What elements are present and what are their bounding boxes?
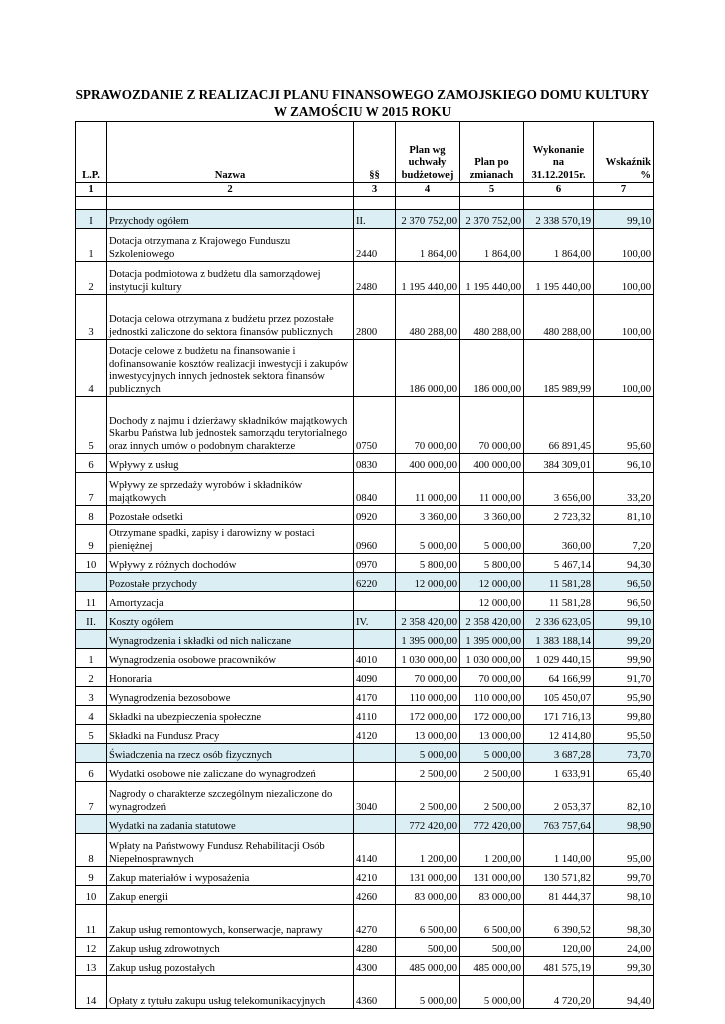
row-ratio: 95,50 (594, 725, 654, 744)
row-paragraph: 2440 (354, 229, 396, 262)
row-ratio: 95,00 (594, 834, 654, 867)
row-paragraph: 0830 (354, 454, 396, 473)
table-row (76, 763, 654, 782)
row-plan-changes: 83 000,00 (460, 886, 524, 905)
row-lp: 6 (76, 763, 107, 782)
row-name: Dotacja podmiotowa z budżetu dla samorządowej instytucji kultury (107, 262, 354, 295)
row-plan-changes: 172 000,00 (460, 706, 524, 725)
col-number: 7 (594, 183, 654, 197)
table-row (76, 554, 654, 573)
row-plan-budget: 400 000,00 (396, 454, 460, 473)
row-paragraph: 2800 (354, 295, 396, 340)
table-row (76, 397, 654, 454)
table-row (76, 938, 654, 957)
row-ratio: 94,40 (594, 976, 654, 1009)
row-lp (76, 630, 107, 649)
header-plan-budget: Plan wg uchwały budżetowej (396, 122, 460, 183)
row-paragraph (354, 744, 396, 763)
row-name: Wpływy z usług (107, 454, 354, 473)
row-execution: 1 195 440,00 (524, 262, 594, 295)
row-ratio: 99,10 (594, 611, 654, 630)
row-execution: 4 720,20 (524, 976, 594, 1009)
row-plan-changes: 500,00 (460, 938, 524, 957)
row-lp: 2 (76, 668, 107, 687)
row-paragraph: 4210 (354, 867, 396, 886)
row-plan-budget: 70 000,00 (396, 397, 460, 454)
row-ratio: 98,30 (594, 905, 654, 938)
row-plan-changes: 12 000,00 (460, 592, 524, 611)
header-paragraph: §§ (354, 122, 396, 183)
row-ratio: 33,20 (594, 473, 654, 506)
header-name: Nazwa (107, 122, 354, 183)
row-lp: 13 (76, 957, 107, 976)
row-plan-changes: 2 500,00 (460, 763, 524, 782)
row-paragraph: 0750 (354, 397, 396, 454)
row-name: Wpływy ze sprzedaży wyrobów i składników majątkowych (107, 473, 354, 506)
row-execution: 2 723,32 (524, 506, 594, 525)
row-ratio: 100,00 (594, 262, 654, 295)
row-plan-budget: 1 030 000,00 (396, 649, 460, 668)
row-plan-changes: 2 370 752,00 (460, 210, 524, 229)
header-plan-changes: Plan po zmianach (460, 122, 524, 183)
row-paragraph: II. (354, 210, 396, 229)
row-name: Pozostałe przychody (107, 573, 354, 592)
row-plan-budget: 12 000,00 (396, 573, 460, 592)
row-execution: 66 891,45 (524, 397, 594, 454)
row-name: Składki na ubezpieczenia społeczne (107, 706, 354, 725)
row-name: Honoraria (107, 668, 354, 687)
row-paragraph: 2480 (354, 262, 396, 295)
row-execution: 1 864,00 (524, 229, 594, 262)
row-ratio: 99,30 (594, 957, 654, 976)
row-paragraph: 6220 (354, 573, 396, 592)
col-number: 3 (354, 183, 396, 197)
row-plan-changes: 5 000,00 (460, 744, 524, 763)
col-number: 1 (76, 183, 107, 197)
table-row (76, 782, 654, 815)
report-title-line-2: W ZAMOŚCIU W 2015 ROKU (273, 104, 452, 119)
row-plan-changes: 1 030 000,00 (460, 649, 524, 668)
row-plan-budget: 1 395 000,00 (396, 630, 460, 649)
row-plan-changes: 5 000,00 (460, 976, 524, 1009)
row-lp: 11 (76, 905, 107, 938)
header-ratio: Wskaźnik % (594, 122, 654, 183)
row-ratio: 65,40 (594, 763, 654, 782)
row-lp (76, 573, 107, 592)
row-paragraph: 4090 (354, 668, 396, 687)
row-ratio: 81,10 (594, 506, 654, 525)
row-execution: 130 571,82 (524, 867, 594, 886)
row-plan-budget: 172 000,00 (396, 706, 460, 725)
row-ratio: 99,90 (594, 649, 654, 668)
row-execution: 120,00 (524, 938, 594, 957)
financial-report-table (75, 121, 654, 1009)
row-plan-budget: 131 000,00 (396, 867, 460, 886)
row-ratio: 96,50 (594, 573, 654, 592)
table-row (76, 229, 654, 262)
row-paragraph: 4300 (354, 957, 396, 976)
row-plan-budget: 2 500,00 (396, 763, 460, 782)
row-name: Wydatki na zadania statutowe (107, 815, 354, 834)
row-ratio: 96,50 (594, 592, 654, 611)
row-lp: 8 (76, 506, 107, 525)
row-execution: 81 444,37 (524, 886, 594, 905)
row-name: Zakup usług remontowych, konserwacje, naprawy (107, 905, 354, 938)
row-execution: 1 029 440,15 (524, 649, 594, 668)
row-paragraph: IV. (354, 611, 396, 630)
row-plan-changes: 70 000,00 (460, 668, 524, 687)
row-ratio: 95,90 (594, 687, 654, 706)
row-execution: 384 309,01 (524, 454, 594, 473)
row-name: Opłaty z tytułu zakupu usług telekomunikacyjnych (107, 976, 354, 1009)
row-lp: 6 (76, 454, 107, 473)
row-execution: 171 716,13 (524, 706, 594, 725)
row-name: Wpłaty na Państwowy Fundusz Rehabilitacji Osób Niepełnosprawnych (107, 834, 354, 867)
table-row (76, 573, 654, 592)
row-name: Wpływy z różnych dochodów (107, 554, 354, 573)
row-plan-changes: 70 000,00 (460, 397, 524, 454)
row-plan-budget: 772 420,00 (396, 815, 460, 834)
row-lp: 1 (76, 649, 107, 668)
row-plan-changes: 1 395 000,00 (460, 630, 524, 649)
row-name: Wynagrodzenia i składki od nich naliczane (107, 630, 354, 649)
row-plan-changes: 1 200,00 (460, 834, 524, 867)
row-paragraph: 4170 (354, 687, 396, 706)
row-plan-budget: 110 000,00 (396, 687, 460, 706)
table-row (76, 886, 654, 905)
row-execution: 2 053,37 (524, 782, 594, 815)
table-row (76, 957, 654, 976)
row-lp: 11 (76, 592, 107, 611)
row-ratio: 73,70 (594, 744, 654, 763)
row-lp: 8 (76, 834, 107, 867)
row-plan-budget: 1 200,00 (396, 834, 460, 867)
header-lp: L.P. (76, 122, 107, 183)
row-execution: 5 467,14 (524, 554, 594, 573)
row-plan-changes: 772 420,00 (460, 815, 524, 834)
row-ratio: 98,10 (594, 886, 654, 905)
row-name: Nagrody o charakterze szczególnym niezaliczone do wynagrodzeń (107, 782, 354, 815)
row-plan-budget: 1 864,00 (396, 229, 460, 262)
header-row (76, 122, 654, 183)
row-plan-budget: 500,00 (396, 938, 460, 957)
row-plan-changes: 1 195 440,00 (460, 262, 524, 295)
row-execution: 763 757,64 (524, 815, 594, 834)
row-plan-changes: 5 000,00 (460, 525, 524, 554)
row-name: Amortyzacja (107, 592, 354, 611)
row-plan-changes: 6 500,00 (460, 905, 524, 938)
row-execution: 1 383 188,14 (524, 630, 594, 649)
col-number: 5 (460, 183, 524, 197)
row-lp (76, 744, 107, 763)
row-execution: 3 687,28 (524, 744, 594, 763)
table-row (76, 867, 654, 886)
row-plan-changes: 186 000,00 (460, 340, 524, 397)
row-plan-changes: 5 800,00 (460, 554, 524, 573)
row-execution: 6 390,52 (524, 905, 594, 938)
table-row (76, 262, 654, 295)
row-plan-budget: 6 500,00 (396, 905, 460, 938)
row-paragraph (354, 630, 396, 649)
row-name: Dotacje celowe z budżetu na finansowanie i dofinansowanie kosztów realizacji inwestycji i zakupów inwestycyjnych innych jednostek sektora finansów publicznych (107, 340, 354, 397)
row-lp: 3 (76, 295, 107, 340)
row-ratio: 96,10 (594, 454, 654, 473)
row-ratio: 91,70 (594, 668, 654, 687)
row-name: Dochody z najmu i dzierżawy składników majątkowych Skarbu Państwa lub jednostek samorządu terytorialnego oraz innych umów o podobnym charakterze (107, 397, 354, 454)
row-name: Wynagrodzenia bezosobowe (107, 687, 354, 706)
row-execution: 481 575,19 (524, 957, 594, 976)
row-lp: 7 (76, 473, 107, 506)
row-paragraph: 4140 (354, 834, 396, 867)
row-paragraph: 3040 (354, 782, 396, 815)
row-paragraph: 4010 (354, 649, 396, 668)
table-row (76, 506, 654, 525)
row-lp: 14 (76, 976, 107, 1009)
row-name: Koszty ogółem (107, 611, 354, 630)
row-name: Zakup usług pozostałych (107, 957, 354, 976)
row-lp: 7 (76, 782, 107, 815)
row-name: Wynagrodzenia osobowe pracowników (107, 649, 354, 668)
table-row (76, 744, 654, 763)
row-paragraph: 4110 (354, 706, 396, 725)
row-lp: 4 (76, 706, 107, 725)
row-ratio: 99,70 (594, 867, 654, 886)
row-lp (76, 815, 107, 834)
row-plan-budget: 5 000,00 (396, 744, 460, 763)
row-name: Pozostałe odsetki (107, 506, 354, 525)
table-row (76, 725, 654, 744)
row-lp: 5 (76, 397, 107, 454)
table-row (76, 592, 654, 611)
row-plan-budget (396, 592, 460, 611)
row-lp: 10 (76, 554, 107, 573)
row-execution: 11 581,28 (524, 573, 594, 592)
row-paragraph: 0960 (354, 525, 396, 554)
row-ratio: 95,60 (594, 397, 654, 454)
table-row (76, 815, 654, 834)
row-execution: 185 989,99 (524, 340, 594, 397)
row-paragraph: 0920 (354, 506, 396, 525)
table-row (76, 473, 654, 506)
row-ratio: 100,00 (594, 295, 654, 340)
table-row (76, 706, 654, 725)
row-name: Zakup materiałów i wyposażenia (107, 867, 354, 886)
row-plan-changes: 131 000,00 (460, 867, 524, 886)
row-plan-budget: 11 000,00 (396, 473, 460, 506)
row-plan-changes: 2 358 420,00 (460, 611, 524, 630)
row-plan-changes: 3 360,00 (460, 506, 524, 525)
row-plan-budget: 485 000,00 (396, 957, 460, 976)
row-plan-changes: 2 500,00 (460, 782, 524, 815)
table-row (76, 340, 654, 397)
row-lp: 2 (76, 262, 107, 295)
report-title-line-1: SPRAWOZDANIE Z REALIZACJI PLANU FINANSOWEGO ZAMOJSKIEGO DOMU KULTURY (75, 87, 650, 102)
row-name: Składki na Fundusz Pracy (107, 725, 354, 744)
row-ratio: 24,00 (594, 938, 654, 957)
row-name: Dotacja celowa otrzymana z budżetu przez pozostałe jednostki zaliczone do sektora finansów publicznych (107, 295, 354, 340)
row-lp: 12 (76, 938, 107, 957)
column-number-row (76, 183, 654, 197)
row-execution: 1 140,00 (524, 834, 594, 867)
row-paragraph: 4120 (354, 725, 396, 744)
row-lp: II. (76, 611, 107, 630)
row-plan-changes: 13 000,00 (460, 725, 524, 744)
row-name: Przychody ogółem (107, 210, 354, 229)
spacer-row (76, 197, 654, 210)
row-plan-changes: 1 864,00 (460, 229, 524, 262)
row-lp: 5 (76, 725, 107, 744)
row-plan-changes: 480 288,00 (460, 295, 524, 340)
report-title (0, 86, 725, 120)
row-plan-budget: 5 000,00 (396, 525, 460, 554)
row-plan-budget: 70 000,00 (396, 668, 460, 687)
row-paragraph: 4270 (354, 905, 396, 938)
table-row (76, 668, 654, 687)
row-paragraph: 4360 (354, 976, 396, 1009)
row-name: Zakup usług zdrowotnych (107, 938, 354, 957)
row-paragraph: 4260 (354, 886, 396, 905)
row-paragraph (354, 592, 396, 611)
row-lp: 10 (76, 886, 107, 905)
row-plan-budget: 2 370 752,00 (396, 210, 460, 229)
header-execution: Wykonanie na 31.12.2015r. (524, 122, 594, 183)
row-ratio: 99,20 (594, 630, 654, 649)
row-paragraph: 0970 (354, 554, 396, 573)
row-plan-budget: 1 195 440,00 (396, 262, 460, 295)
table-row (76, 454, 654, 473)
row-plan-budget: 2 500,00 (396, 782, 460, 815)
row-plan-budget: 5 000,00 (396, 976, 460, 1009)
col-number: 4 (396, 183, 460, 197)
row-lp: 3 (76, 687, 107, 706)
table-row (76, 687, 654, 706)
col-number: 2 (107, 183, 354, 197)
row-plan-budget: 3 360,00 (396, 506, 460, 525)
row-plan-budget: 13 000,00 (396, 725, 460, 744)
table-row (76, 525, 654, 554)
row-plan-changes: 485 000,00 (460, 957, 524, 976)
row-lp: 1 (76, 229, 107, 262)
row-plan-changes: 400 000,00 (460, 454, 524, 473)
table-row (76, 905, 654, 938)
row-execution: 64 166,99 (524, 668, 594, 687)
row-execution: 360,00 (524, 525, 594, 554)
table-row (76, 649, 654, 668)
row-plan-changes: 12 000,00 (460, 573, 524, 592)
col-number: 6 (524, 183, 594, 197)
row-execution: 2 338 570,19 (524, 210, 594, 229)
row-ratio: 99,80 (594, 706, 654, 725)
row-name: Świadczenia na rzecz osób fizycznych (107, 744, 354, 763)
table-row (76, 834, 654, 867)
row-ratio: 100,00 (594, 340, 654, 397)
row-paragraph: 0840 (354, 473, 396, 506)
row-name: Otrzymane spadki, zapisy i darowizny w postaci pieniężnej (107, 525, 354, 554)
row-ratio: 98,90 (594, 815, 654, 834)
row-paragraph (354, 815, 396, 834)
row-name: Wydatki osobowe nie zaliczane do wynagrodzeń (107, 763, 354, 782)
row-lp: 9 (76, 867, 107, 886)
row-paragraph (354, 340, 396, 397)
row-name: Zakup energii (107, 886, 354, 905)
row-plan-budget: 83 000,00 (396, 886, 460, 905)
row-execution: 1 633,91 (524, 763, 594, 782)
row-execution: 2 336 623,05 (524, 611, 594, 630)
table-row (76, 611, 654, 630)
row-plan-budget: 5 800,00 (396, 554, 460, 573)
table-row (76, 210, 654, 229)
row-plan-changes: 11 000,00 (460, 473, 524, 506)
row-ratio: 100,00 (594, 229, 654, 262)
row-execution: 11 581,28 (524, 592, 594, 611)
table-row (76, 976, 654, 1009)
row-execution: 3 656,00 (524, 473, 594, 506)
row-ratio: 99,10 (594, 210, 654, 229)
row-name: Dotacja otrzymana z Krajowego Funduszu Szkoleniowego (107, 229, 354, 262)
row-lp: 4 (76, 340, 107, 397)
row-plan-changes: 110 000,00 (460, 687, 524, 706)
row-execution: 480 288,00 (524, 295, 594, 340)
row-ratio: 82,10 (594, 782, 654, 815)
row-lp: I (76, 210, 107, 229)
row-plan-budget: 186 000,00 (396, 340, 460, 397)
row-paragraph: 4280 (354, 938, 396, 957)
row-ratio: 7,20 (594, 525, 654, 554)
row-execution: 12 414,80 (524, 725, 594, 744)
row-ratio: 94,30 (594, 554, 654, 573)
row-plan-budget: 480 288,00 (396, 295, 460, 340)
row-execution: 105 450,07 (524, 687, 594, 706)
row-paragraph (354, 763, 396, 782)
row-plan-budget: 2 358 420,00 (396, 611, 460, 630)
table-row (76, 295, 654, 340)
row-lp: 9 (76, 525, 107, 554)
table-row (76, 630, 654, 649)
